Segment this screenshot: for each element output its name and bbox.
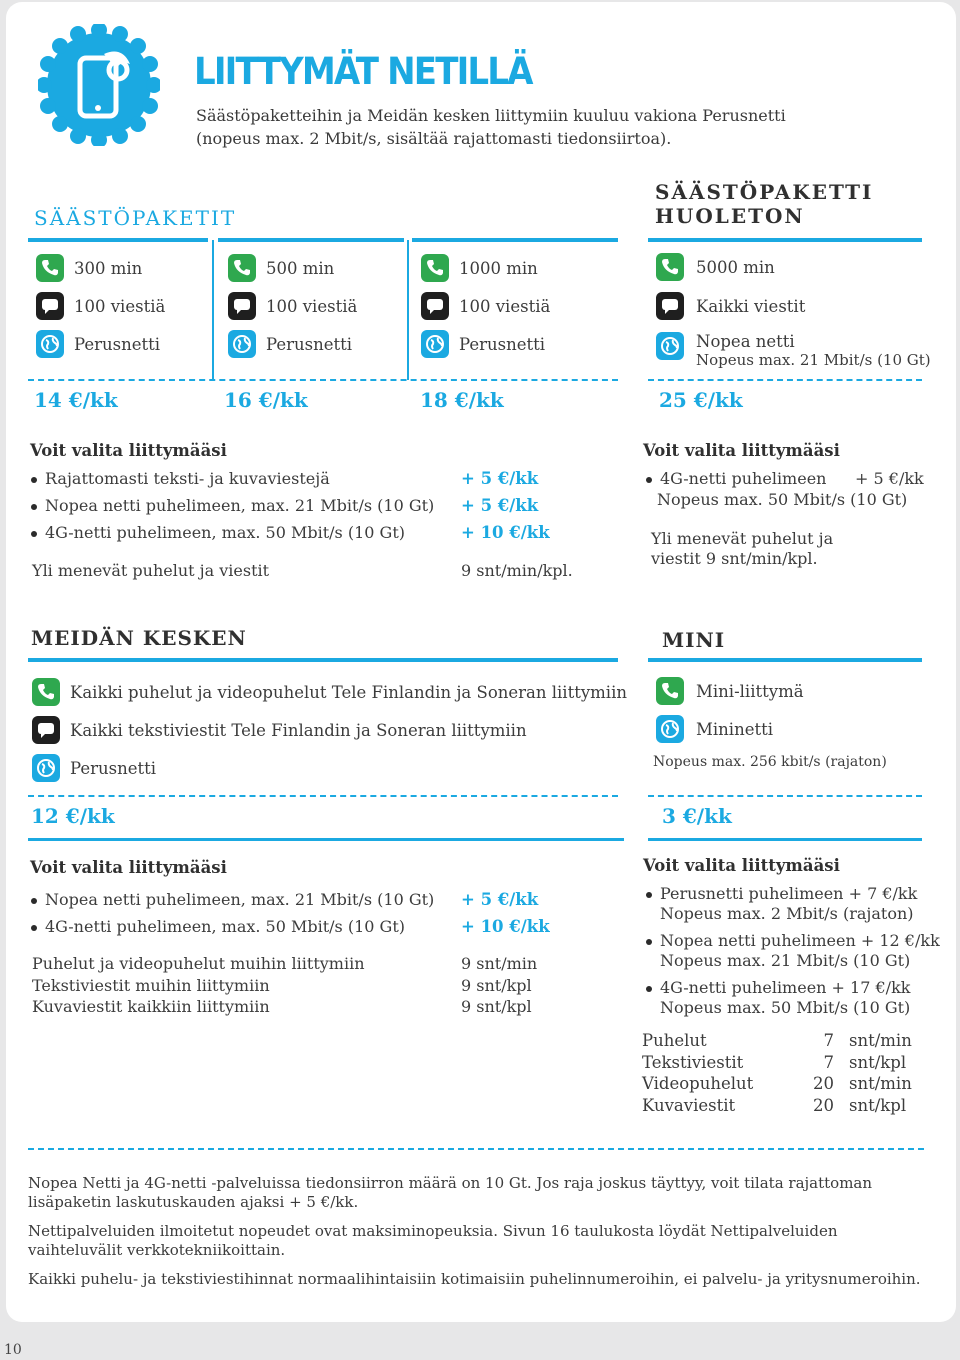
globe-icon: [656, 332, 684, 360]
plan-net: Perusnetti: [266, 334, 353, 354]
rate-price: 9 snt/kpl: [461, 997, 532, 1016]
saasto-option-price: + 5 €/kk: [461, 469, 539, 488]
mini-option-speed: Nopeus max. 2 Mbit/s (rajaton): [660, 904, 914, 923]
column-divider: [212, 240, 214, 380]
rate-label: Tekstiviestit muihin liittymiin: [32, 975, 270, 995]
meidan-option: Nopea netti puhelimeen, max. 21 Mbit/s (10 Gt): [31, 890, 434, 910]
plan-minutes: 300 min: [74, 258, 143, 278]
intro-line: Säästöpaketteihin ja Meidän kesken liittymiin kuuluu vakiona Perusnetti: [196, 106, 786, 125]
saasto-option: 4G-netti puhelimeen, max. 50 Mbit/s (10 Gt): [31, 523, 405, 543]
huoleton-option: 4G-netti puhelimeen: [646, 469, 826, 489]
mini-rate-unit: snt/min: [849, 1031, 912, 1050]
plan-1-minutes: [36, 254, 142, 282]
mini-rule: [648, 658, 922, 662]
plan-2-net: [228, 330, 352, 358]
huoleton-messages-text: Kaikki viestit: [696, 296, 806, 316]
saasto-rule: [218, 238, 404, 242]
meidan-option: 4G-netti puhelimeen, max. 50 Mbit/s (10 Gt): [31, 917, 405, 937]
huoleton-net-text: [696, 332, 931, 370]
mini-options-heading: Voit valita liittymääsi: [643, 856, 840, 875]
meidan-calls-text: Kaikki puhelut ja videopuhelut Tele Finlandin ja Soneran liittymiin: [70, 682, 627, 702]
mini-rate-label: Videopuhelut: [642, 1074, 754, 1094]
plan-minutes: 1000 min: [459, 258, 538, 278]
saasto-option: Rajattomasti teksti- ja kuvaviestejä: [31, 469, 330, 489]
plan-messages: 100 viestiä: [74, 296, 166, 316]
chat-icon: [32, 716, 60, 744]
plan-net: Perusnetti: [74, 334, 161, 354]
footer-line: Nopea Netti ja 4G-netti -palveluissa tiedonsiirron määrä on 10 Gt. Jos raja joskus täyttyy, voit tilata rajattoman: [28, 1174, 873, 1192]
mini-item-2: [656, 715, 773, 743]
huoleton-minutes: [656, 253, 775, 281]
huoleton-net-line: Nopea netti: [696, 332, 795, 351]
meidan-net-text: Perusnetti: [70, 758, 157, 778]
huoleton-dash: [648, 379, 922, 381]
mini-option-speed: Nopeus max. 50 Mbit/s (10 Gt): [660, 998, 911, 1017]
chat-icon: [36, 292, 64, 320]
column-divider: [407, 240, 409, 380]
meidan-option-price: + 10 €/kk: [461, 917, 550, 936]
saasto-option-price: + 10 €/kk: [461, 523, 550, 542]
mini-rate-label: Puhelut: [642, 1031, 707, 1050]
phone-icon: [228, 254, 256, 282]
huoleton-minutes-text: 5000 min: [696, 257, 775, 277]
meidan-rule: [28, 658, 618, 662]
plan-messages: 100 viestiä: [459, 296, 551, 316]
mini-rate-num: 7: [823, 1031, 834, 1050]
mini-option: [646, 978, 910, 1018]
globe-icon: [656, 715, 684, 743]
plan-minutes: 500 min: [266, 258, 335, 278]
mini-item-1: [656, 677, 804, 705]
mini-price-rule: [648, 838, 922, 841]
phone-icon: [36, 254, 64, 282]
globe-icon: [36, 330, 64, 358]
meidan-price-rule: [28, 838, 624, 841]
mini-rate-num: 20: [813, 1074, 834, 1094]
page-title: LIITTYMÄT NETILLÄ: [194, 50, 532, 93]
huoleton-messages: [656, 292, 805, 320]
plan-1-net: [36, 330, 160, 358]
chat-icon: [656, 292, 684, 320]
huoleton-options-heading: Voit valita liittymääsi: [643, 441, 840, 460]
plan-1-price: 14 €/kk: [34, 388, 118, 412]
mini-rate-labels: [642, 1030, 753, 1117]
saasto-option: Nopea netti puhelimeen, max. 21 Mbit/s (10 Gt): [31, 496, 434, 516]
globe-icon: [421, 330, 449, 358]
saasto-dash: [28, 379, 618, 381]
meidan-rates-prices: [461, 953, 537, 1018]
saasto-rule: [412, 238, 618, 242]
mini-option: [646, 931, 940, 971]
chat-icon: [421, 292, 449, 320]
meidan-messages-text: Kaikki tekstiviestit Tele Finlandin ja Soneran liittymiin: [70, 720, 527, 740]
mini-rate-num: 7: [823, 1052, 834, 1072]
mini-rate-label: Kuvaviestit: [642, 1096, 736, 1116]
plan-3-price: 18 €/kk: [420, 388, 504, 412]
meidan-option-price: + 5 €/kk: [461, 890, 539, 909]
saasto-extra-price: 9 snt/min/kpl.: [461, 561, 573, 580]
intro-line: (nopeus max. 2 Mbit/s, sisältää rajattomasti tiedonsiirtoa).: [196, 129, 672, 148]
mini-option-speed: Nopeus max. 21 Mbit/s (10 Gt): [660, 951, 911, 970]
globe-icon: [228, 330, 256, 358]
meidan-messages: [32, 716, 527, 744]
huoleton-net: [656, 332, 931, 370]
footer-dash: [28, 1148, 924, 1150]
meidan-price: 12 €/kk: [31, 804, 115, 828]
mini-heading: MINI: [662, 628, 726, 652]
phone-icon: [421, 254, 449, 282]
plan-2-minutes: [228, 254, 334, 282]
chat-icon: [228, 292, 256, 320]
footer-line: vaihteluvälit verkkotekniikoittain.: [28, 1241, 286, 1259]
saasto-heading: SÄÄSTÖPAKETIT: [34, 206, 237, 230]
mini-rate-unit: snt/kpl: [849, 1096, 907, 1116]
footer-line: Nettipalveluiden ilmoitetut nopeudet ovat maksiminopeuksia. Sivun 16 taulukosta löydät Nettipalveluiden: [28, 1222, 838, 1240]
meidan-calls: [32, 678, 627, 706]
huoleton-price: 25 €/kk: [659, 388, 743, 412]
mini-option-line: Perusnetti puhelimeen + 7 €/kk: [660, 884, 918, 903]
saasto-options-heading: Voit valita liittymääsi: [30, 441, 227, 460]
saasto-option-price: + 5 €/kk: [461, 496, 539, 515]
page-number: 10: [4, 1342, 22, 1358]
plan-messages: 100 viestiä: [266, 296, 358, 316]
meidan-heading: MEIDÄN KESKEN: [31, 626, 247, 650]
footer-line: lisäpaketin laskutuskauden ajaksi + 5 €/kk.: [28, 1193, 359, 1211]
mini-option: [646, 884, 917, 924]
phone-icon: [656, 253, 684, 281]
huoleton-heading-line: SÄÄSTÖPAKETTI: [655, 180, 874, 204]
mini-item-text: Mininetti: [696, 719, 774, 739]
mini-rate-unit: snt/kpl: [849, 1052, 907, 1072]
meidan-options-heading: Voit valita liittymääsi: [30, 858, 227, 877]
mini-rate-unit: snt/min: [849, 1074, 912, 1094]
plan-3-net: [421, 330, 545, 358]
mini-item-text: Mini-liittymä: [696, 681, 804, 701]
saasto-extra-label: Yli menevät puhelut ja viestit: [32, 561, 270, 580]
huoleton-net-speed: Nopeus max. 21 Mbit/s (10 Gt): [696, 351, 931, 369]
huoleton-extra-line: Yli menevät puhelut ja: [651, 529, 834, 548]
plan-2-price: 16 €/kk: [224, 388, 308, 412]
huoleton-option-price: + 5 €/kk: [855, 469, 924, 488]
rate-label: Puhelut ja videopuhelut muihin liittymiin: [32, 954, 365, 973]
mini-price: 3 €/kk: [662, 804, 732, 828]
phone-badge-icon: [38, 24, 160, 146]
rate-price: 9 snt/min: [461, 954, 538, 973]
huoleton-heading: [655, 180, 873, 228]
footer-note-3: Kaikki puhelu- ja tekstiviestihinnat normaalihintaisiin kotimaisiin puhelinnumeroihin, ei palvelu- ja yritysnumeroihin.: [28, 1270, 921, 1288]
mini-rate-units: [849, 1030, 912, 1117]
meidan-net: [32, 754, 156, 782]
footer-note-2: [28, 1222, 938, 1260]
mini-speed: Nopeus max. 256 kbit/s (rajaton): [653, 754, 887, 770]
huoleton-extra-line: viestit 9 snt/min/kpl.: [651, 549, 818, 568]
meidan-dash: [28, 795, 618, 797]
globe-icon: [32, 754, 60, 782]
plan-3-minutes: [421, 254, 538, 282]
huoleton-extra: [651, 529, 833, 569]
huoleton-rule: [648, 238, 922, 242]
rate-price: 9 snt/kpl: [461, 975, 532, 995]
mini-rate-nums: [808, 1030, 834, 1117]
plan-2-messages: [228, 292, 357, 320]
meidan-rates-labels: [32, 953, 365, 1018]
mini-dash: [648, 795, 922, 797]
huoleton-heading-line: HUOLETON: [655, 204, 805, 228]
mini-option-line: Nopea netti puhelimeen + 12 €/kk: [660, 931, 940, 950]
plan-3-messages: [421, 292, 550, 320]
plan-1-messages: [36, 292, 165, 320]
phone-icon: [656, 677, 684, 705]
phone-icon: [32, 678, 60, 706]
plan-net: Perusnetti: [459, 334, 546, 354]
mini-option-line: 4G-netti puhelimeen + 17 €/kk: [660, 978, 911, 997]
huoleton-option-speed: Nopeus max. 50 Mbit/s (10 Gt): [657, 490, 908, 509]
mini-rate-num: 20: [813, 1096, 834, 1116]
rate-label: Kuvaviestit kaikkiin liittymiin: [32, 997, 270, 1016]
footer-note-1: [28, 1174, 938, 1212]
saasto-rule: [28, 238, 208, 242]
mini-rate-label: Tekstiviestit: [642, 1052, 744, 1072]
intro-text: [196, 104, 786, 150]
